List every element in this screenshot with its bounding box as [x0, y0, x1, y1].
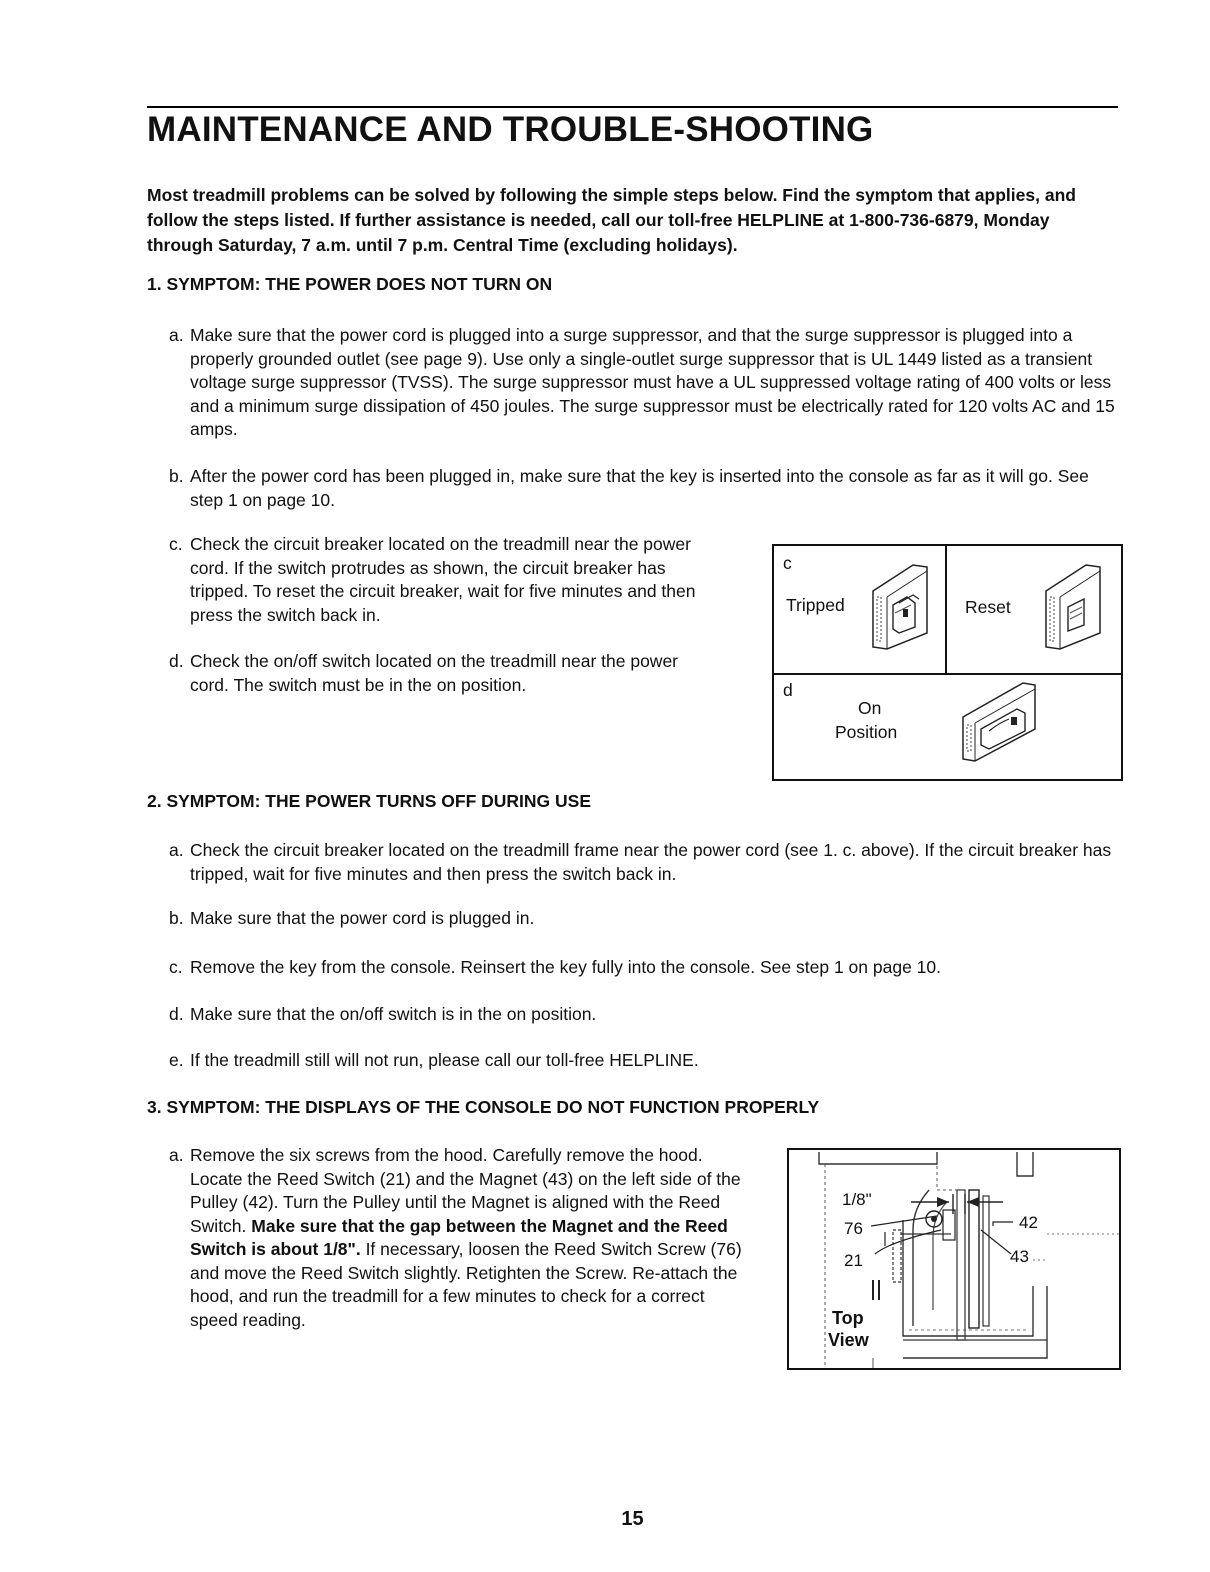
step-text: Make sure that the power cord is plugged into a surge suppressor, and that the surge suppressor is plugged into a properly grounded outlet (see page 9). Use only a single-outlet surge suppressor that is UL 1449 listed as a transient voltage surge suppressor (TVSS). The surge suppressor must have a UL suppressed voltage rating of 400 volts or less and a minimum surge dissipation of 450 joules. The surge suppressor must be electrically rated for 120 volts AC and 15 amps.: [190, 325, 1115, 439]
symptom-2-heading: 2. SYMPTOM: THE POWER TURNS OFF DURING USE: [147, 791, 592, 811]
reset-breaker-icon: [1042, 561, 1104, 653]
figure-divider-horizontal: [774, 673, 1121, 675]
callout-21: 21: [844, 1251, 863, 1270]
step-label: a.: [169, 1145, 184, 1165]
step-text: Make sure that the on/off switch is in the on position.: [190, 1004, 597, 1024]
on-label: On: [858, 698, 882, 718]
tripped-label: Tripped: [786, 595, 845, 615]
symptom-1-step-b: [169, 465, 1124, 512]
breaker-switch-figure: [772, 544, 1123, 781]
step-text: Check the circuit breaker located on the treadmill near the power cord. If the switch protrudes as shown, the circuit breaker has tripped. To reset the circuit breaker, wait for five minutes and then press the switch back in.: [190, 534, 696, 625]
step-label: b.: [169, 908, 184, 928]
step-label: c.: [169, 957, 183, 977]
symptom-1-heading: 1. SYMPTOM: THE POWER DOES NOT TURN ON: [147, 274, 553, 294]
gap-label: 1/8": [842, 1190, 872, 1209]
top-view-label-1: Top: [832, 1308, 864, 1328]
step-text: Remove the key from the console. Reinsert the key fully into the console. See step 1 on page 10.: [190, 957, 941, 977]
symptom-1-step-a: [169, 324, 1124, 442]
figure-divider-vertical: [945, 546, 947, 674]
step-text: Check the circuit breaker located on the treadmill frame near the power cord (see 1. c. above). If the circuit breaker has tripped, wait for five minutes and then press the switch back in.: [190, 840, 1112, 884]
on-off-switch-icon: [959, 679, 1043, 765]
step-text-bold: Make sure that the gap between the Magnet and the Reed Switch is about 1/8".: [190, 1215, 728, 1259]
symptom-1-step-d: [169, 650, 714, 697]
symptom-1-step-c: [169, 533, 714, 627]
symptom-2-step-d: [169, 1003, 1124, 1027]
tripped-breaker-icon: [869, 561, 931, 653]
figure-letter-d: d: [783, 680, 793, 700]
position-label: Position: [835, 722, 898, 742]
step-label: a.: [169, 840, 184, 860]
step-text-after: If necessary, loosen the Reed Switch Screw (76) and move the Reed Switch slightly. Retighten the Screw. Re-attach the hood, and run the treadmill for a few minutes to check for a correct speed reading.: [190, 1239, 742, 1330]
callout-76: 76: [844, 1219, 863, 1238]
callout-43: 43: [1010, 1247, 1029, 1266]
symptom-2-step-c: [169, 956, 1124, 980]
step-text-before: Remove the six screws from the hood. Carefully remove the hood. Locate the Reed Switch (21) and the Magnet (43) on the left side of the Pulley (42). Turn the Pulley until the Magnet is aligned with the Reed Switch.: [190, 1145, 741, 1236]
intro-paragraph: Most treadmill problems can be solved by following the simple steps below. Find the symptom that applies, and follow the steps listed. If further assistance is needed, call our toll-free HELPLINE at 1-800-736-6879, Monday through Saturday, 7 a.m. until 7 p.m. Central Time (excluding holidays).: [147, 185, 1076, 255]
symptom-2-step-a: [169, 839, 1124, 886]
step-label: e.: [169, 1050, 184, 1070]
step-label: d.: [169, 651, 184, 671]
symptom-3-step-a: [169, 1144, 749, 1332]
reset-label: Reset: [965, 597, 1011, 617]
step-label: b.: [169, 466, 184, 486]
symptom-2-step-b: [169, 907, 1124, 931]
reed-switch-figure: [787, 1148, 1121, 1370]
callout-42: 42: [1019, 1213, 1038, 1232]
step-text: Check the on/off switch located on the treadmill near the power cord. The switch must be in the on position.: [190, 651, 679, 695]
top-view-label-2: View: [828, 1330, 869, 1350]
step-text: After the power cord has been plugged in, make sure that the key is inserted into the console as far as it will go. See step 1 on page 10.: [190, 466, 1089, 510]
symptom-3-heading: 3. SYMPTOM: THE DISPLAYS OF THE CONSOLE DO NOT FUNCTION PROPERLY: [147, 1097, 820, 1117]
page-title: MAINTENANCE AND TROUBLE-SHOOTING: [147, 110, 874, 149]
step-text: If the treadmill still will not run, please call our toll-free HELPLINE.: [190, 1050, 699, 1070]
step-label: d.: [169, 1004, 184, 1024]
step-label: a.: [169, 325, 184, 345]
page-number: 15: [621, 1508, 644, 1530]
step-text: Make sure that the power cord is plugged in.: [190, 908, 535, 928]
step-label: c.: [169, 534, 183, 554]
title-rule: [147, 106, 1118, 108]
symptom-2-step-e: [169, 1049, 1124, 1073]
figure-letter-c: c: [783, 553, 792, 573]
